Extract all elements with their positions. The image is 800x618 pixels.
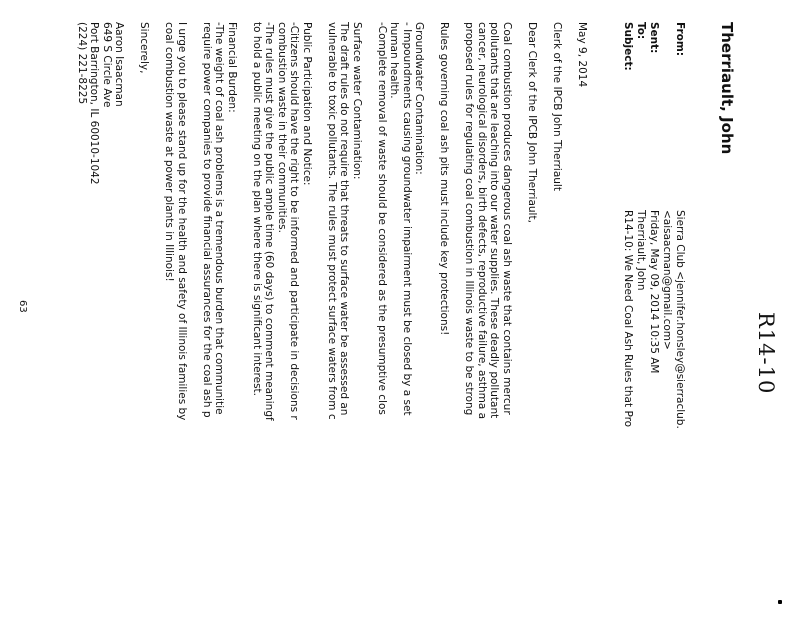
- section-line: -The weight of coal ash problems is a tremendous burden that communitie: [213, 22, 226, 415]
- email-header-label: Sent:: [648, 22, 660, 54]
- signature-block: [76, 22, 126, 618]
- email-header-value-line: Therriault, John: [635, 210, 647, 291]
- email-header-value-line: Friday, May 09, 2014 10:35 AM: [648, 210, 660, 374]
- section-line: -The rules must give the public ample time (60 days) to comment meaningf: [263, 22, 276, 421]
- email-header-value-line: R14-10: We Need Coal Ash Rules that Pro: [622, 210, 634, 428]
- signature-line: (224) 221-8225: [76, 22, 88, 105]
- section-line: -Complete removal of waste should be considered as the presumptive clos: [376, 22, 388, 415]
- closing-line: coal combustion waste at power plants in Illinois!: [163, 22, 176, 282]
- page-number: 63: [17, 300, 28, 313]
- email-header-value: [660, 210, 686, 429]
- email-header-label: To:: [635, 22, 647, 40]
- email-header-row: [660, 22, 686, 618]
- signature-line: Aaron Isaacman: [113, 22, 126, 107]
- letter-date: May 9, 2014: [576, 22, 588, 88]
- section-heading: Surface water Contamination:: [351, 22, 363, 180]
- email-header-value: [634, 210, 647, 291]
- section-line: -Citizens should have the right to be informed and participate in decisions r: [288, 22, 301, 420]
- closing-request: [163, 22, 188, 618]
- email-header-value-line: Sierra Club <jennifer.honsley@sierraclub.: [674, 210, 686, 429]
- email-header-value: [647, 210, 660, 373]
- closing-line: I urge you to please stand up for the health and safety of Illinois families by: [176, 22, 188, 421]
- sign-off: Sincerely,: [138, 22, 151, 74]
- issue-section: [326, 22, 364, 618]
- email-header-label: Subject:: [622, 22, 634, 71]
- intro-line: Coal combustion produces dangerous coal ash waste that contains mercur: [501, 22, 513, 415]
- key-protections-line: Rules governing coal ash pits must include key protections!: [438, 22, 451, 336]
- signature-line: Port Barrington, IL 60010-1042: [88, 22, 101, 185]
- email-header-row: [634, 22, 647, 618]
- signature-line: 649 S Circle Ave: [101, 22, 113, 108]
- section-line: require power companies to provide financial assurances for the coal ash p: [201, 22, 213, 418]
- issue-sections: [201, 22, 426, 618]
- email-header-label: From:: [674, 22, 686, 57]
- email-header-row: [647, 22, 660, 618]
- section-line: The draft rules do not require that threats to surface water be assessed an: [338, 22, 351, 416]
- email-header-value: [621, 210, 634, 427]
- issue-section: [201, 22, 239, 618]
- intro-line: proposed rules for regulating coal combustion in Illinois waste to be strong: [463, 22, 476, 416]
- section-line: combustion waste in their communities.: [276, 22, 288, 233]
- intro-paragraph: [463, 22, 513, 618]
- intro-line: pollutants that are leaching into our water supplies. These deadly pollutant: [488, 22, 501, 419]
- section-heading: Financial Burden:: [226, 22, 238, 113]
- section-line: human health.: [388, 22, 401, 99]
- email-header-row: [621, 22, 634, 618]
- letter-body: [63, 22, 588, 618]
- letter-recipient: Clerk of the IPCB John Therriault: [551, 22, 563, 191]
- letter-salutation: Dear Clerk of the IPCB John Therriault,: [526, 22, 538, 223]
- intro-line: cancer, neurological disorders, birth defects, reproductive failure, asthma a: [476, 22, 488, 420]
- section-line: to hold a public meeting on the plan where there is significant interest.: [251, 22, 263, 397]
- section-line: - Impoundments causing groundwater impairment must be closed by a set: [401, 22, 413, 416]
- sender-name-heading: Therriault, John: [718, 22, 736, 155]
- document-number: R14-10: [754, 312, 778, 395]
- issue-section: [376, 22, 426, 618]
- section-heading: Groundwater Contamination:: [413, 22, 426, 175]
- section-heading: Public Participation and Notice:: [301, 22, 313, 186]
- section-line: vulnerable to toxic pollutants. The rules must protect surface waters from c: [326, 22, 338, 420]
- scan-speck: [778, 600, 782, 604]
- issue-section: [251, 22, 314, 618]
- email-header-value-line: <aisaacman@gmail.com>: [661, 210, 673, 350]
